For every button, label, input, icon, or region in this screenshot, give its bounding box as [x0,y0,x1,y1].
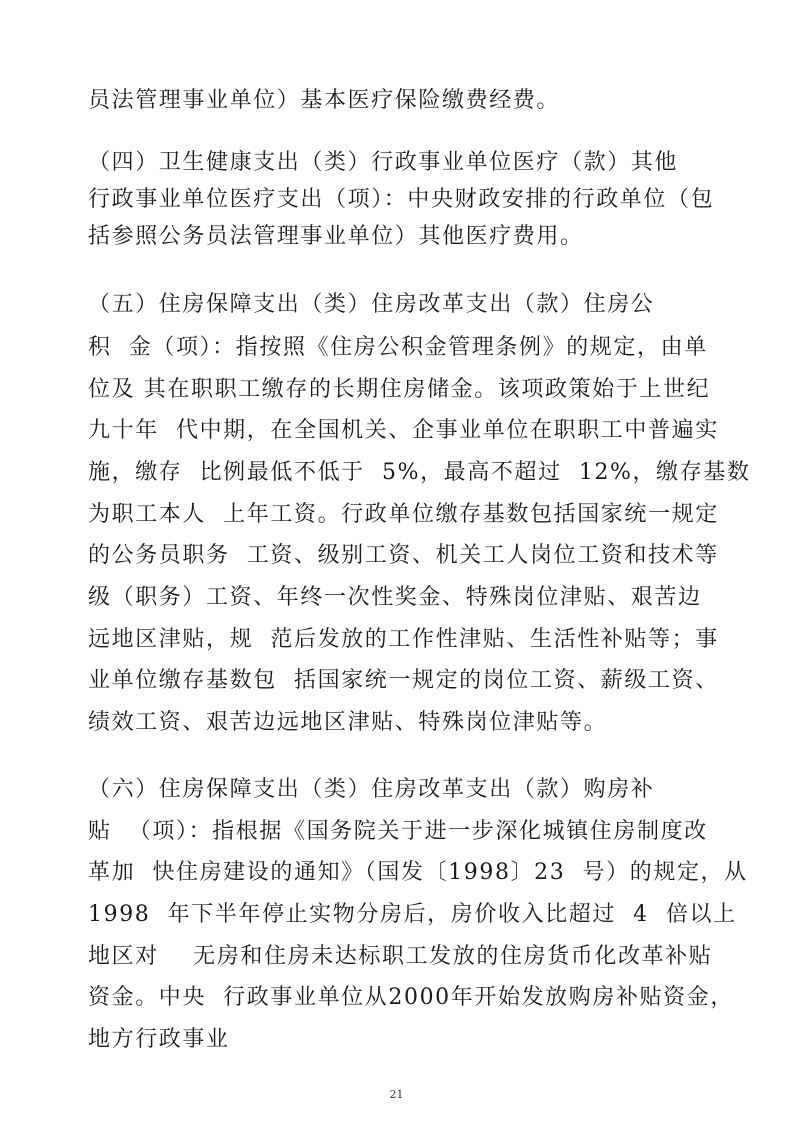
text-line: 的公务员职务 工资、级别工资、机关工人岗位工资和技术等 [88,543,719,568]
text-line: 积 金（项）：指按照《住房公积金管理条例》的规定，由单 [88,335,708,360]
text-line: （五）住房保障支出（类）住房改革支出（款）住房公 [88,292,655,317]
text-line: 地区对 无房和住房未达标职工发放的住房货币化改革补贴 [88,944,713,969]
text-line: （六）住房保障支出（类）住房改革支出（款）购房补 [88,777,655,802]
text-line: 远地区津贴，规 范后发放的工作性津贴、生活性补贴等；事 [88,627,719,652]
text-line: 括参照公务员法管理事业单位）其他医疗费用。 [88,224,584,249]
text-line: 九十年 代中期，在全国机关、企事业单位在职职工中普遍实 [88,418,719,443]
text-line: 绩效工资、艰苦边远地区津贴、特殊岗位津贴等。 [88,710,608,735]
text-line: 地方行政事业 [88,1027,230,1052]
text-line: 为职工本人 上年工资。行政单位缴存基数包括国家统一规定 [88,502,719,527]
text-line: （四）卫生健康支出（类）行政事业单位医疗（款）其他 [88,150,679,175]
text-line: 贴 （项）：指根据《国务院关于进一步深化城镇住房制度改 [88,819,708,844]
text-line: 员法管理事业单位）基本医疗保险缴费经费。 [88,88,561,113]
page-number: 21 [389,1088,404,1101]
text-line: 1998 年下半年停止实物分房后，房价收入比超过 4 倍以上 [88,902,737,927]
text-line: 级（职务）工资、年终一次性奖金、特殊岗位津贴、艰苦边 [88,585,702,610]
text-line: 位及 其在职职工缴存的长期住房储金。该项政策始于上世纪 [88,377,711,402]
text-line: 行政事业单位医疗支出（项）：中央财政安排的行政单位（包 [88,187,715,212]
text-line: 资金。中央 行政事业单位从2000年开始发放购房补贴资金， [88,985,734,1010]
text-line: 施，缴存 比例最低不低于 5%，最高不超过 12%，缴存基数 [88,460,751,485]
text-line: 革加 快住房建设的通知》（国发〔1998〕23 号）的规定，从 [88,860,748,885]
text-line: 业单位缴存基数包 括国家统一规定的岗位工资、薪级工资、 [88,668,719,693]
